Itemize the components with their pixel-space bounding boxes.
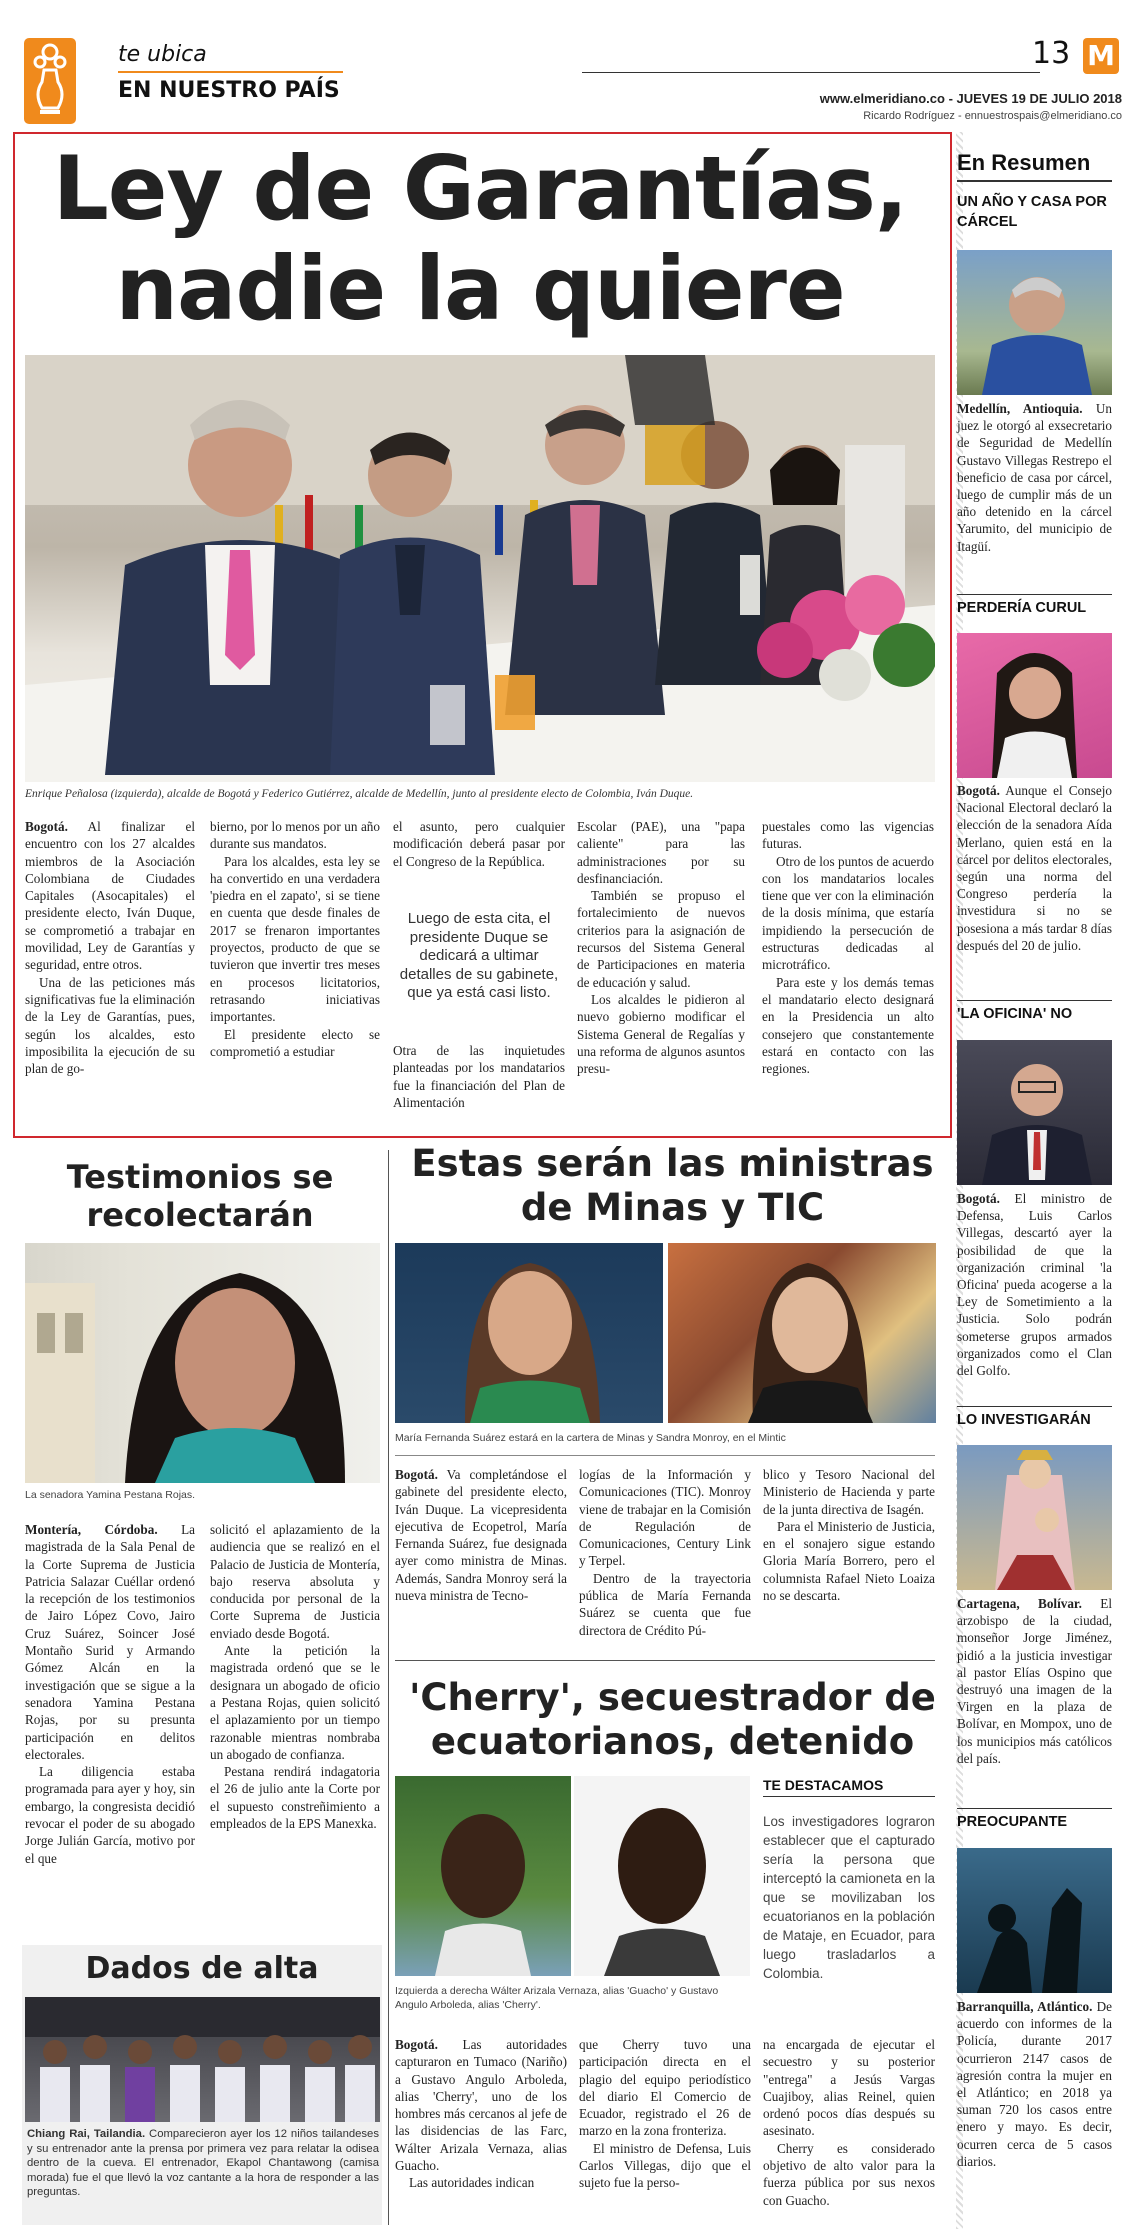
ministras-col2-p2: Dentro de la trayectoria pública de María Fernanda Suárez se cuenta que fue directora de Crédito Pú- — [579, 1570, 751, 1638]
section-kicker: te ubica — [118, 42, 207, 67]
main-col4-p1: Escolar (PAE), una "papa caliente" para las administraciones por su desfinanciación. — [577, 819, 745, 886]
main-headline-line1: Ley de Garantías, — [52, 137, 908, 240]
resumen-rule-3 — [957, 1000, 1112, 1001]
resumen-item-2-photo — [957, 633, 1112, 778]
ministras-col1: Va completándose el gabinete del presidente electo, Iván Duque. La vicepresidenta ejecutiva de Ecopetrol, María Fernanda Suárez, fue designada ayer como ministra de Minas. Además, Sandra Monroy será la nueva ministra de Tecno- — [395, 1467, 568, 1604]
testimonios-col2-p3: Pestana rendirá indagatoria el 26 de julio ante la Corte por el supuesto constreñimiento a empleados de la EPS Manexka. — [210, 1764, 380, 1832]
main-col5-p2: Otro de los puntos de acuerdo con los mandatarios locales tiene que ver con la eliminación de la dosis mínima, que estaría impidiendo la persecución de estructuras dedicadas al microtráfico. — [762, 853, 934, 973]
testimonios-col1-p1: La magistrada de la Sala Penal de la Corte Suprema de Justicia Patricia Salazar Cuéllar ordenó la recepción de los testimonios de Jairo López Covo, Jairo Cruz Suárez, Soincer José Montaño Surid y Armando Gómez Alcán en la investigación que se sigue a la senadora Yamina Pestana Rojas, por su presunta participación en delitos electorales. — [25, 1522, 196, 1762]
resumen-item-1-photo — [957, 250, 1112, 395]
brand-logo-letter: M — [1087, 39, 1115, 72]
resumen-item-5-photo — [957, 1848, 1112, 1993]
cherry-col2-p2: El ministro de Defensa, Luis Carlos Villegas, dijo que el sujeto fue la perso- — [579, 2140, 751, 2191]
section-title: EN NUESTRO PAÍS — [118, 78, 340, 103]
page-number: 13 — [1032, 36, 1071, 71]
resumen-item-1-head: UN AÑO Y CASA POR CÁRCEL — [957, 194, 1107, 230]
resumen-rule-4 — [957, 1406, 1112, 1407]
section-kicker-rule — [118, 71, 343, 73]
testimonios-photo — [25, 1243, 380, 1483]
resumen-item-3-lead: Bogotá. — [957, 1191, 1000, 1206]
cherry-caption: Izquierda a derecha Wálter Arizala Vernaza, alias 'Guacho' y Gustavo Angulo Arboleda, alias 'Cherry'. — [395, 1985, 719, 2011]
testimonios-col2-p1: solicitó el aplazamiento de la audiencia que se realizó en el Palacio de Justicia de Montería, bajo reserva absoluta y conducida por personal de la Corte Suprema de Justicia enviado desde Bogotá. — [210, 1522, 380, 1641]
ministras-col-3 — [763, 1466, 935, 1604]
brand-logo — [1083, 38, 1119, 74]
ministras-caption: María Fernanda Suárez estará en la cartera de Minas y Sandra Monroy, en el Mintic — [395, 1432, 786, 1444]
ministras-lead: Bogotá. — [395, 1467, 438, 1482]
main-col2-p3: El presidente electo se comprometió a estudiar — [210, 1026, 380, 1059]
cherry-col2-p1: que Cherry tuvo una participación directa en el plagio del equipo periodístico del diario El Comercio de Ecuador, registrado el 26 de marzo en la zona fronteriza. — [579, 2037, 751, 2139]
cherry-col3-p2: Cherry es considerado objetivo de alto valor para la fuerza pública por sus nexos con Guacho. — [763, 2140, 935, 2208]
byline: Ricardo Rodríguez - ennuestrospais@elmeridiano.co — [863, 110, 1122, 122]
cherry-sidebar-text: Los investigadores lograron establecer que el capturado sería la persona que interceptó la camioneta en la que se movilizaban los ecuatorianos en la población de Mataje, en Ecuador, para luego trasladarlos a Colombia. — [763, 1814, 935, 1981]
resumen-item-2-body: Aunque el Consejo Nacional Electoral declaró la elección de la senadora Aída Merlano, quien está en la cárcel por delitos electorales, según una norma del Congreso perdería la investidura si no se posesiona a más tardar 8 días después del 20 de julio. — [957, 783, 1113, 953]
ministras-photo-left — [395, 1243, 663, 1423]
resumen-item-4-head: LO INVESTIGARÁN — [957, 1412, 1091, 1428]
dados-text — [27, 2127, 379, 2200]
dados-headline: Dados de alta — [85, 1951, 319, 1986]
resumen-item-1-text — [957, 400, 1112, 555]
column-divider — [388, 1150, 389, 2225]
ministras-col3-p1: blico y Tesoro Nacional del Ministerio de Hacienda y parte de la junta directiva de Isagén. — [763, 1467, 935, 1517]
site-date: www.elmeridiano.co - JUEVES 19 DE JULIO 2018 — [819, 91, 1122, 106]
section-logo-box — [24, 38, 76, 124]
cherry-headline-line2: ecuatorianos, detenido — [430, 1720, 915, 1763]
testimonios-col-1 — [25, 1521, 195, 1867]
vase-icon — [24, 38, 76, 124]
main-col4-p2: También se propuso el fortalecimiento de nuevos criterios para la asignación de recursos del Sistema General de Participaciones en materia de educación y salud. — [577, 888, 745, 990]
main-col5-p1: puestales como las vigencias futuras. — [762, 819, 934, 852]
ministras-rule — [395, 1455, 935, 1456]
resumen-item-3-photo — [957, 1040, 1112, 1185]
cherry-col-1 — [395, 2036, 567, 2192]
main-col5-p3: Para este y los demás temas el mandatario electo designará en la Presidencia un alto consejero que constantemente estará en contacto con las regiones. — [762, 974, 934, 1077]
resumen-item-1-lead: Medellín, Antioquia. — [957, 401, 1083, 416]
resumen-item-3-text — [957, 1190, 1112, 1379]
dados-body: Comparecieron ayer los 12 niños tailandeses y su entrenador ante la prensa por primera vez para relatar la odisea dentro de la cueva. El entrenador, Ekapol Chantawong (camisa morada) fue el que llevó la voz cantante a la hora de responder a las preguntas. — [27, 2128, 379, 2198]
main-col1-p1: Al finalizar el encuentro con los 27 alcaldes miembros de la Asociación Colombiana de Ciudades Capitales (Asocapitales) el presidente electo, Iván Duque, se comprometió a trabajar en movilidad, Ley de Garantías y seguridad, entre otros. — [25, 819, 195, 973]
resumen-item-1-body: Un juez le otorgó al exsecretario de Seguridad de Medellín Gustavo Villegas Restrepo el beneficio de casa por cárcel, luego de cumplir más de un año detenido en la cárcel Yarumito, del municipio de Itagüí. — [957, 401, 1112, 554]
resumen-item-2-text — [957, 782, 1112, 954]
main-col3-p2: Otra de las inquietudes planteadas por los mandatarios fue la financiación del Plan de Alimentación — [393, 1043, 565, 1110]
dados-photo — [25, 1997, 380, 2122]
main-col-3 — [393, 818, 565, 870]
cherry-col3-p1: na encargada de ejecutar el secuestro y su posterior "entrega" a Jesús Vargas Cuajiboy, alias Reinel, quien ordenó pocos días después su asesinato. — [763, 2037, 935, 2139]
cherry-photo-left — [395, 1776, 571, 1976]
main-col1-p2: Una de las peticiones más significativas fue la eliminación de la Ley de Garantías, pues, según los alcaldes, esto imposibilita la ejecución de su plan de go- — [25, 974, 195, 1077]
resumen-item-4-text — [957, 1595, 1112, 1767]
testimonios-col2-p2: Ante la petición la magistrada ordenó que se le designara un abogado de oficio a Pestana Rojas, quien solicitó el aplazamiento por un tiempo razonable mientras nombraba un abogado de confianza. — [210, 1643, 380, 1762]
ministras-photo-right — [668, 1243, 936, 1423]
ministras-col3-p2: Para el Ministerio de Justicia, en el sonajero sigue estando Gloria María Borrero, pero el columnista Rafael Nieto Loaiza no se descarta. — [763, 1518, 935, 1604]
main-col-5 — [762, 818, 934, 1077]
cherry-photo-right — [574, 1776, 750, 1976]
cherry-headline-line1: 'Cherry', secuestrador de — [409, 1676, 936, 1719]
resumen-item-5-lead: Barranquilla, Atlántico. — [957, 1999, 1093, 2014]
testimonios-col-2 — [210, 1521, 380, 1832]
resumen-item-5-body: De acuerdo con informes de la Policía, durante 2017 ocurrieron 2147 casos de agresión contra la mujer en el Atlántico; en 2018 ya suman 720 los casos entre enero y mayo. Es decir, ocurren cerca de 5 casos diarios. — [957, 1999, 1113, 2169]
testimonios-lead: Montería, Córdoba. — [25, 1522, 158, 1537]
resumen-item-3-body: El ministro de Defensa, Luis Carlos Villegas, descartó ayer la posibilidad de que la organización criminal 'la Oficina' pueda acogerse a la Ley de Sometimiento a la Justicia. Solo podrán someterse grupos armados organizados como el Clan del Golfo. — [957, 1191, 1112, 1379]
resumen-item-4-lead: Cartagena, Bolívar. — [957, 1596, 1082, 1611]
main-photo-caption: Enrique Peñalosa (izquierda), alcalde de Bogotá y Federico Gutiérrez, alcalde de Medellín, junto al presidente electo de Colombia, Iván Duque. — [25, 788, 694, 800]
main-col-2 — [210, 818, 380, 1060]
resumen-item-2-lead: Bogotá. — [957, 783, 1000, 798]
ministras-col-1 — [395, 1466, 567, 1604]
ministras-col-2 — [579, 1466, 751, 1639]
main-headline-line2: nadie la quiere — [115, 237, 845, 340]
main-lead: Bogotá. — [25, 819, 68, 834]
dados-lead: Chiang Rai, Tailandia. — [27, 2128, 146, 2140]
testimonios-col1-p2: La diligencia estaba programada para ayer y hoy, sin embargo, la congresista decidió revocar el poder de su abogado Jorge Julián García, motivo por el que — [25, 1764, 195, 1866]
cherry-top-rule — [395, 1660, 935, 1661]
testimonios-headline: Testimonios se recolectarán — [66, 1158, 334, 1234]
resumen-item-4-photo — [957, 1445, 1112, 1590]
main-col-4 — [577, 818, 745, 1077]
ministras-col2-p1: logías de la Información y Comunicaciones (TIC). Monroy viene de trabajar en la Comisión de Regulación de Comunicaciones, Century Link y Terpel. — [579, 1467, 751, 1569]
resumen-title-rule — [957, 180, 1112, 182]
cherry-col-2 — [579, 2036, 751, 2192]
pull-quote: Luego de esta cita, el presidente Duque se dedicará a ultimar detalles de su gabinete, que ya está casi listo. — [399, 910, 559, 1001]
resumen-item-2-head: PERDERÍA CURUL — [957, 600, 1087, 616]
main-col2-p2: Para los alcaldes, esta ley se ha convertido en una verdadera 'piedra en el zapato', si se tiene en cuenta que desde finales de 2017 se frenaron importantes proyectos, producto de que se tuvieron que invertir tres meses en procesos licitatorios, retrasando iniciativas importantes. — [210, 853, 380, 1025]
cherry-col1-p2: Las autoridades indican — [409, 2175, 535, 2191]
main-col4-p3: Los alcaldes le pidieron al nuevo gobierno modificar el Sistema General de Regalías y una reforma de algunos asuntos presu- — [577, 991, 745, 1077]
main-photo — [25, 355, 935, 782]
cherry-lead: Bogotá. — [395, 2037, 438, 2052]
ministras-headline-line1: Estas serán las ministras — [411, 1142, 934, 1185]
testimonios-caption: La senadora Yamina Pestana Rojas. — [25, 1489, 196, 1501]
resumen-item-5-head: PREOCUPANTE — [957, 1814, 1068, 1830]
main-col3-p1: el asunto, pero cualquier modificación deberá pasar por el Congreso de la República. — [393, 819, 565, 869]
main-col2-p1: bierno, por lo menos por un año durante sus mandatos. — [210, 819, 380, 852]
ministras-headline-line2: de Minas y TIC — [520, 1186, 825, 1229]
resumen-item-5-text — [957, 1998, 1112, 2170]
cherry-sidebar-head: TE DESTACAMOS — [763, 1777, 935, 1797]
cherry-col-3 — [763, 2036, 935, 2209]
resumen-item-4-body: El arzobispo de la ciudad, monseñor Jorge Jiménez, pidió a la justicia investigar al pastor Elías Ospino que destruyó una imagen de la Virgen en la plaza de Bolívar, en Mompox, uno de los municipios más católicos del país. — [957, 1596, 1112, 1766]
main-col-3b — [393, 1042, 565, 1111]
resumen-title: En Resumen — [957, 150, 1091, 175]
resumen-rule-2 — [957, 594, 1112, 595]
main-col-1 — [25, 818, 195, 1077]
header-rule — [582, 72, 1040, 73]
resumen-item-3-head: 'LA OFICINA' NO — [957, 1006, 1073, 1022]
resumen-rule-5 — [957, 1808, 1112, 1809]
cherry-col1-p1: Las autoridades capturaron en Tumaco (Nariño) a Gustavo Angulo Arboleda, alias 'Cherry', uno de los hombres más cercanos al jefe de las disidencias de las Farc, Wálter Arizala Vernaza, alias Guacho. — [395, 2037, 567, 2174]
